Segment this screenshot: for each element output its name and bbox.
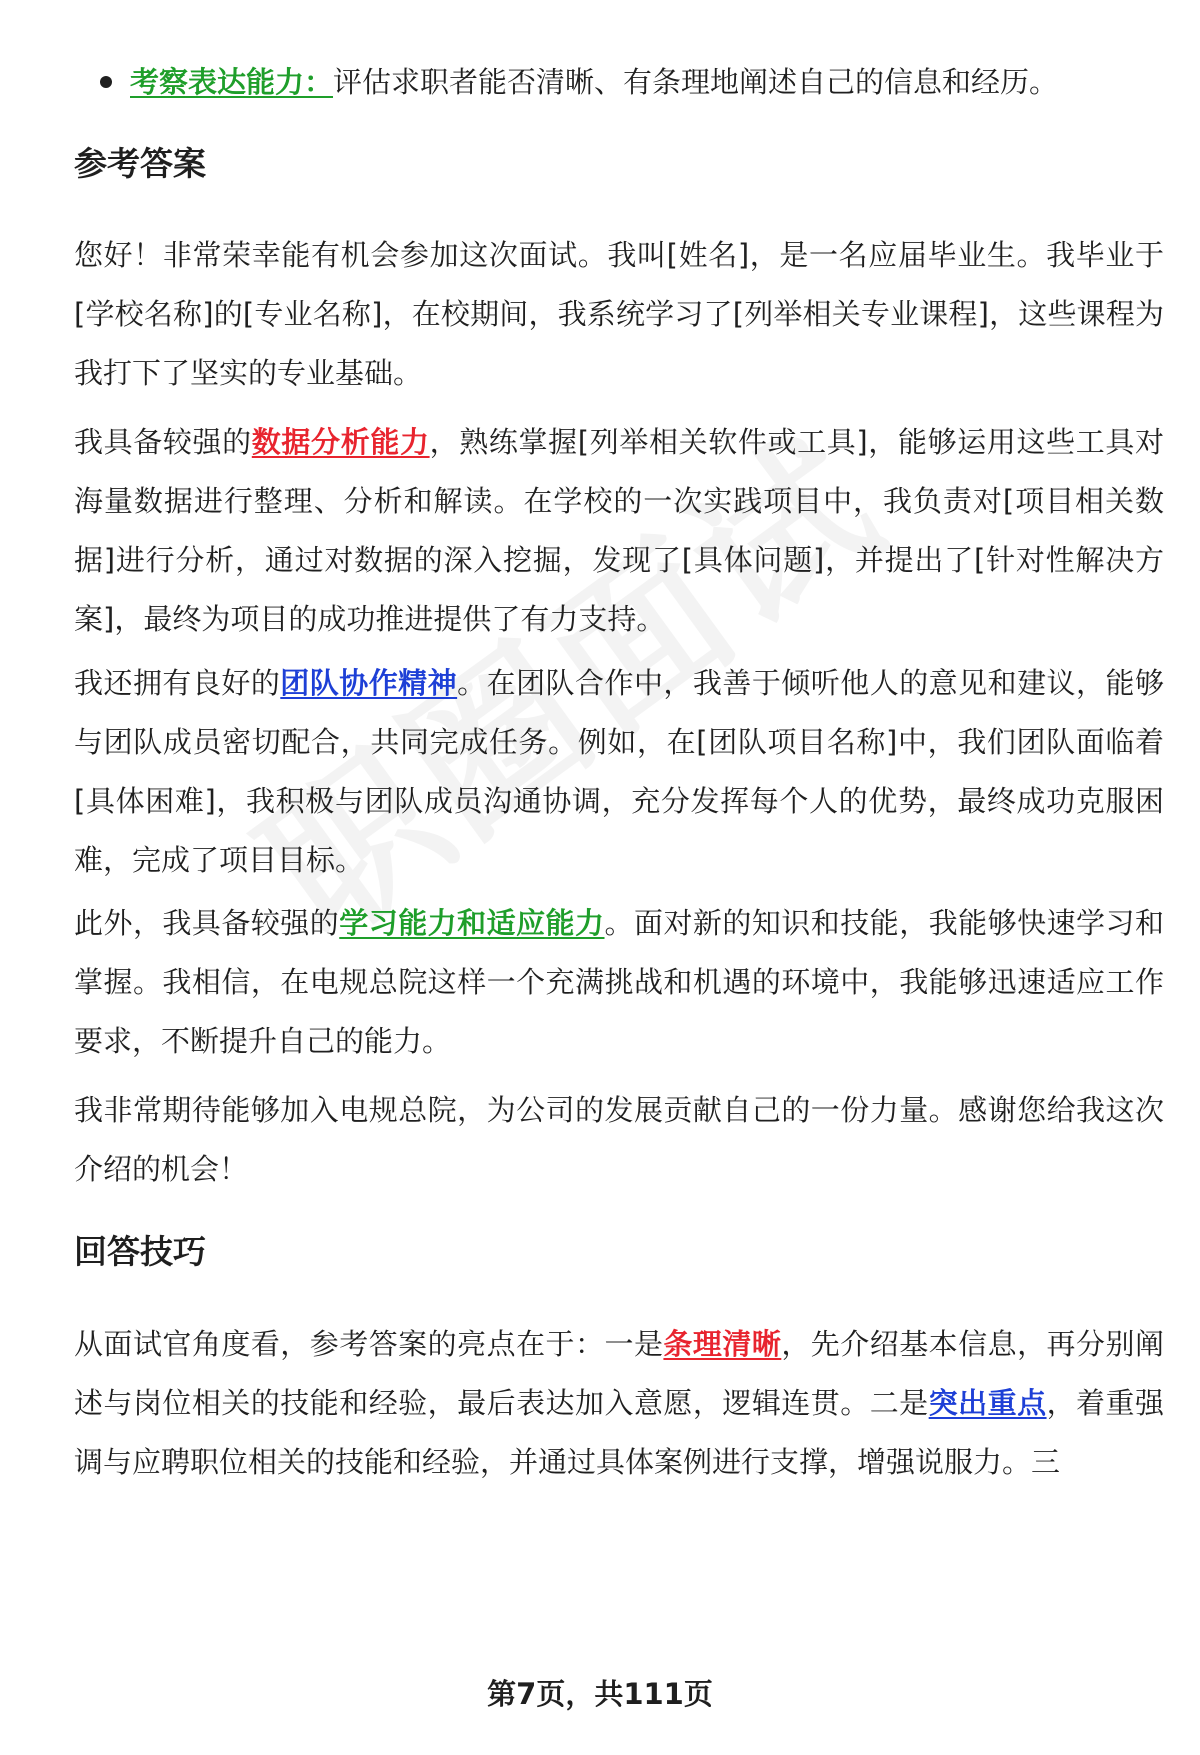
paragraph-learning [74,894,1164,1071]
paragraph-closing: 我非常期待能够加入电规总院，为公司的发展贡献自己的一份力量。感谢您给我这次介绍的机会！ [74,1093,1164,1186]
text-run: 。在团队合作中，我善于倾听他人的意见和建议，能够与团队成员密切配合，共同完成任务。例如，在[团队项目名称]中，我们团队面临着[具体困难]，我积极与团队成员沟通协调，充分发挥每个人的优势，最终成功克服困难，完成了项目目标。 [74,666,1164,877]
page-number-footer: 第7页，共111页 [487,1677,713,1711]
bullet-item [72,58,1152,106]
paragraph-intro: 您好！非常荣幸能有机会参加这次面试。我叫[姓名]，是一名应届毕业生。我毕业于[学校名称]的[专业名称]，在校期间，我系统学习了[列举相关专业课程]，这些课程为我打下了坚实的专业基础。 [74,238,1164,390]
highlight-clear-structure: 条理清晰 [663,1327,782,1361]
highlight-learning: 学习能力和适应能力 [339,906,605,940]
text-run: 我还拥有良好的 [74,666,281,700]
text-run: 此外，我具备较强的 [74,906,340,940]
text-run: 从面试官角度看，参考答案的亮点在于：一是 [74,1327,664,1361]
highlight-teamwork: 团队协作精神 [280,666,458,700]
bullet-dot-icon [100,76,112,88]
paragraph-teamwork [74,654,1164,890]
section-title-answer-tips: 回答技巧 [74,1232,206,1271]
text-run: ，先介绍基本信息，再分别阐述与岗位相关的技能和经验，最后表达加入意愿，逻辑连贯。二是 [74,1327,1164,1420]
text-run: 我具备较强的 [74,425,252,459]
bullet-text: 评估求职者能否清晰、有条理地阐述自己的信息和经历。 [333,65,1059,99]
text-run: ，着重强调与应聘职位相关的技能和经验，并通过具体案例进行支撑，增强说服力。三 [74,1386,1164,1479]
text-run: 。面对新的知识和技能，我能够快速学习和掌握。我相信，在电规总院这样一个充满挑战和机遇的环境中，我能够迅速适应工作要求，不断提升自己的能力。 [74,906,1164,1058]
paragraph-tips [74,1315,1164,1492]
text-run: ，熟练掌握[列举相关软件或工具]，能够运用这些工具对海量数据进行整理、分析和解读。在学校的一次实践项目中，我负责对[项目相关数据]进行分析，通过对数据的深入挖掘，发现了[具体问题]，并提出了[针对性解决方案]，最终为项目的成功推进提供了有力支持。 [74,425,1164,636]
highlight-data-analysis: 数据分析能力 [251,425,430,459]
bullet-label: 考察表达能力： [130,65,334,99]
highlight-key-points: 突出重点 [928,1386,1047,1420]
paragraph-data-analysis [74,413,1164,649]
section-title-reference-answer: 参考答案 [74,144,206,183]
